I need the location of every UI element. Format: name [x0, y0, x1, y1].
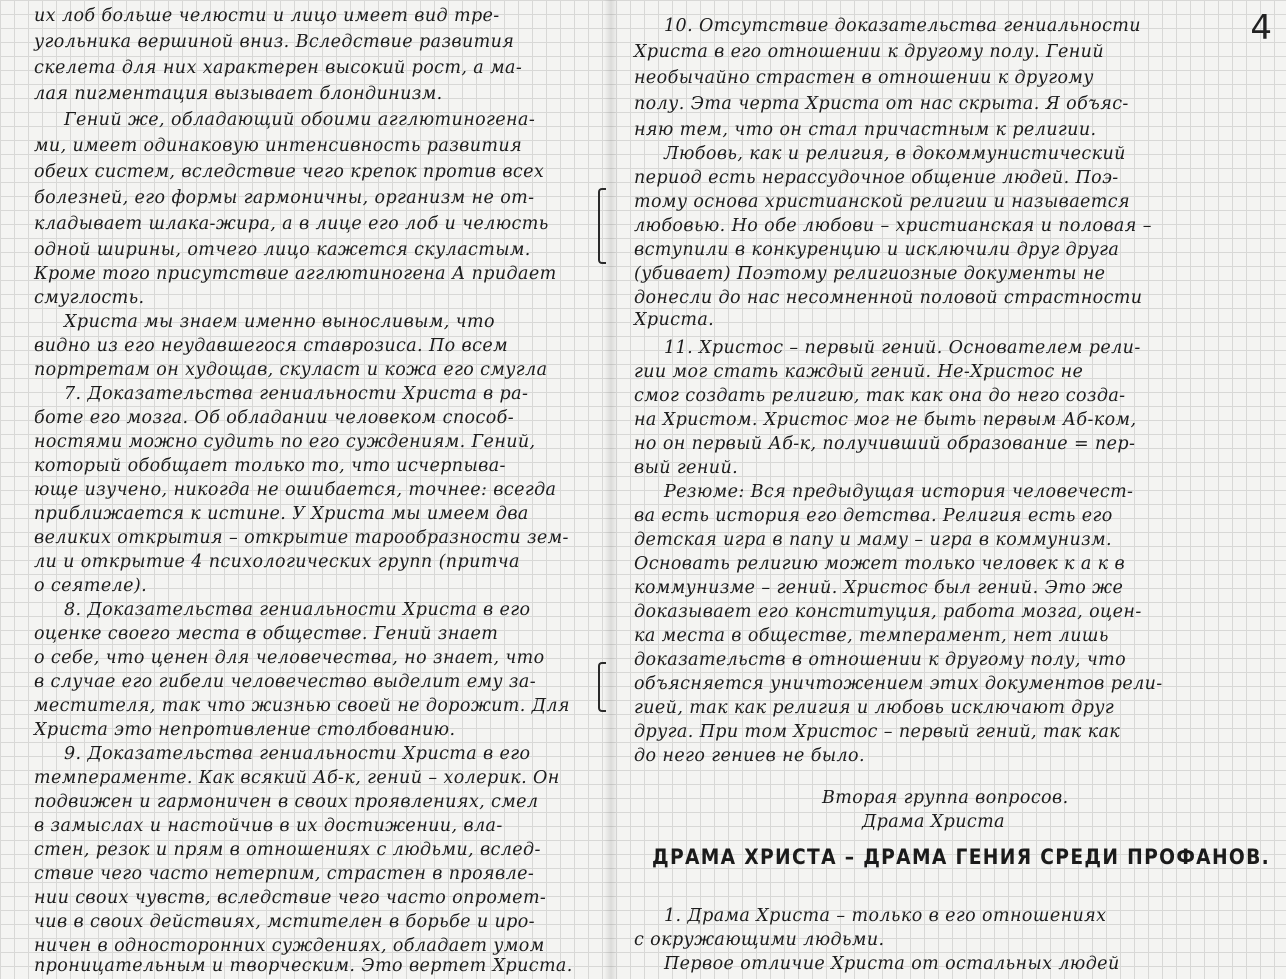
text-line: Любовь, как и религия, в докоммунистический — [664, 144, 1126, 164]
text-line: необычайно страстен в отношении к другому — [634, 68, 1094, 88]
text-line: Христа мы знаем именно выносливым, что — [64, 312, 495, 332]
text-line: гией, так как религия и любовь исключают друг — [634, 698, 1115, 718]
text-line: няю тем, что он стал причастным к религии. — [634, 120, 1097, 140]
text-line: о сеятеле). — [34, 576, 148, 596]
text-line: с окружающими людьми. — [634, 930, 885, 950]
text-line: ли и открытие 4 психологических групп (притча — [34, 552, 520, 572]
text-line: в замыслах и настойчив в их достижении, вла- — [34, 816, 503, 836]
text-line: приближается к истине. У Христа мы имеем два — [34, 504, 529, 524]
text-line: Гений же, обладающий обоими агглютиногена- — [64, 110, 536, 130]
text-line: доказательств в отношении к другому полу, что — [634, 650, 1127, 670]
text-line: ствие чего часто нетерпим, страстен в проявле- — [34, 864, 535, 884]
text-line: Христа. — [634, 310, 715, 330]
text-line: 10. Отсутствие доказательства гениальности — [664, 16, 1141, 36]
text-line: угольника вершиной вниз. Вследствие развития — [34, 32, 515, 52]
page-number: 4 — [1250, 8, 1272, 48]
text-line: детская игра в папу и маму – игра в коммунизм. — [634, 530, 1112, 550]
text-line: 9. Доказательства гениальности Христа в его — [64, 744, 531, 764]
text-line: одной ширины, отчего лицо кажется скуластым. — [34, 240, 531, 260]
text-line: юще изучено, никогда не ошибается, точнее: всегда — [34, 480, 557, 500]
text-line: любовью. Но обе любови – христианская и половая – — [634, 216, 1152, 236]
text-line: проницательным и творческим. Это вертет Христа. — [34, 956, 573, 976]
text-line: ностями можно судить по его суждениям. Гений, — [34, 432, 536, 452]
text-line: вступили в конкуренцию и исключили друг друга — [634, 240, 1120, 260]
text-line: стен, резок и прям в отношениях с людьми, вслед- — [34, 840, 541, 860]
text-line: местителя, так что жизнью своей не дорожит. Для — [34, 696, 570, 716]
text-line: чив в своих действиях, мстителен в борьбе и иро- — [34, 912, 535, 932]
text-line: смог создать религию, так как она до него созда- — [634, 386, 1126, 406]
text-line: болезней, его формы гармоничны, организм не от- — [34, 188, 535, 208]
margin-bracket — [598, 662, 606, 712]
text-line: видно из его неудавшегося ставрозиса. По всем — [34, 336, 508, 356]
text-line: (убивает) Поэтому религиозные документы не — [634, 264, 1106, 284]
text-line: нии своих чувств, вследствие чего часто опромет- — [34, 888, 547, 908]
text-line: обеих систем, вследствие чего крепок против всех — [34, 162, 545, 182]
chapter-heading: ДРАМА ХРИСТА – ДРАМА ГЕНИЯ СРЕДИ ПРОФАНОВ. — [652, 845, 1271, 869]
text-line: портретам он худощав, скуласт и кожа его смугла — [34, 360, 548, 380]
text-line: друга. При том Христос – первый гений, так как — [634, 722, 1121, 742]
text-line: доказывает его конституция, работа мозга, оцен- — [634, 602, 1142, 622]
text-line: смуглость. — [34, 288, 145, 308]
text-line: объясняется уничтожением этих документов рели- — [634, 674, 1163, 694]
text-line: ва есть история его детства. Религия есть его — [634, 506, 1113, 526]
text-line: до него гениев не было. — [634, 746, 865, 766]
text-line: но он первый Аб-к, получивший образование = пер- — [634, 434, 1136, 454]
text-line: Первое отличие Христа от остальных людей — [664, 954, 1120, 974]
text-line: донесли до нас несомненной половой страстности — [634, 288, 1143, 308]
text-line: их лоб больше челюсти и лицо имеет вид тре- — [34, 6, 500, 26]
text-line: великих открытия – открытие тарообразности зем- — [34, 528, 569, 548]
text-line: подвижен и гармоничен в своих проявлениях, смел — [34, 792, 539, 812]
text-line: 1. Драма Христа – только в его отношениях — [664, 906, 1107, 926]
text-line: 11. Христос – первый гений. Основателем рели- — [664, 338, 1141, 358]
text-line: Основать религию может только человек к а к в — [634, 554, 1126, 574]
text-line: 7. Доказательства гениальности Христа в ра- — [64, 384, 529, 404]
margin-bracket — [598, 188, 606, 264]
text-line: полу. Эта черта Христа от нас скрыта. Я объяс- — [634, 94, 1129, 114]
text-line: темпераменте. Как всякий Аб-к, гений – холерик. Он — [34, 768, 560, 788]
text-line: боте его мозга. Об обладании человеком способ- — [34, 408, 515, 428]
text-line: период есть нерассудочное общение людей. Поэ- — [634, 168, 1119, 188]
text-line: кладывает шлака-жира, а в лице его лоб и челюсть — [34, 214, 549, 234]
text-line: коммунизме – гений. Христос был гений. Это же — [634, 578, 1124, 598]
text-line: лая пигментация вызывает блондинизм. — [34, 84, 443, 104]
section-title: Драма Христа — [862, 812, 1005, 832]
right-page — [612, 0, 1286, 979]
text-line: 8. Доказательства гениальности Христа в его — [64, 600, 531, 620]
text-line: ничен в односторонних суждениях, обладает умом — [34, 936, 545, 956]
text-line: вый гений. — [634, 458, 739, 478]
text-line: о себе, что ценен для человечества, но знает, что — [34, 648, 545, 668]
section-subtitle: Вторая группа вопросов. — [822, 788, 1069, 808]
text-line: ми, имеет одинаковую интенсивность развития — [34, 136, 523, 156]
text-line: Христа в его отношении к другому полу. Гений — [634, 42, 1105, 62]
left-page — [0, 0, 612, 979]
text-line: Резюме: Вся предыдущая история человечест- — [664, 482, 1134, 502]
text-line: оценке своего места в обществе. Гений знает — [34, 624, 499, 644]
text-line: скелета для них характерен высокий рост, а ма- — [34, 58, 523, 78]
text-line: Христа это непротивление столбованию. — [34, 720, 456, 740]
text-line: на Христом. Христос мог не быть первым Аб-ком, — [634, 410, 1137, 430]
text-line: который обобщает только то, что исчерпыва- — [34, 456, 506, 476]
text-line: гии мог стать каждый гений. Не-Христос не — [634, 362, 1084, 382]
text-line: Кроме того присутствие агглютиногена А придает — [34, 264, 557, 284]
text-line: тому основа христианской религии и называется — [634, 192, 1130, 212]
text-line: в случае его гибели человечество выделит ему за- — [34, 672, 537, 692]
text-line: ка места в обществе, темперамент, нет лишь — [634, 626, 1109, 646]
